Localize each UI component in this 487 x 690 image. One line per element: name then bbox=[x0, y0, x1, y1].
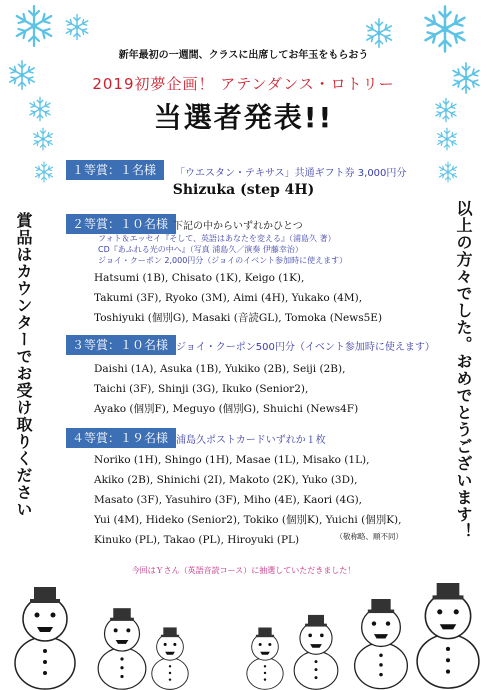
snowflake-icon bbox=[362, 16, 396, 50]
list-item: CD『あふれる光の中へ』（写真 浦島久／演奏 伊藤幸治） bbox=[98, 245, 303, 254]
snowman-icon bbox=[414, 578, 482, 690]
list-item: ジョイ・クーポン 2,000円分（ジョイのイベント参加時に使えます） bbox=[98, 256, 348, 265]
list-item: Hatsumi (1B), Chisato (1K), Keigo (1K), bbox=[94, 272, 305, 284]
prize1-description: 「ウエスタン・テキサス」共通ギフト券 3,000円分 bbox=[175, 168, 407, 179]
list-item: Akiko (2B), Shinichi (2I), Makoto (2K), Yuko (3D), bbox=[94, 474, 358, 486]
right-side-note: 以上の方々でした。おめでとうございます！ bbox=[454, 200, 473, 540]
subtitle: 新年最初の一週間、クラスに出席してお年玉をもらおう bbox=[118, 50, 369, 61]
list-item: Yui (4M), Hideko (Senior2), Tokiko (個別K), Yuichi (個別K), bbox=[94, 514, 402, 526]
list-item: Noriko (1H), Shingo (1H), Masae (1L), Misako (1L), bbox=[94, 454, 370, 466]
list-item: Taichi (3F), Shinji (3G), Ikuko (Senior2), bbox=[94, 383, 309, 395]
prize2-description: 下記の中からいずれかひとつ bbox=[173, 221, 303, 232]
prize1-badge: １等賞：１名様 bbox=[66, 160, 164, 180]
prize3-badge: ３等賞：１０名様 bbox=[66, 335, 176, 355]
list-item: Kinuko (PL), Takao (PL), Hiroyuki (PL) bbox=[94, 534, 300, 546]
prize2-winners bbox=[94, 268, 382, 328]
prize2-options bbox=[98, 233, 347, 266]
prize4-description: 浦島久ポストカードいずれか１枚 bbox=[176, 435, 326, 446]
snowflake-icon bbox=[10, 2, 58, 50]
snowflake-icon bbox=[436, 160, 460, 184]
snowman-icon bbox=[290, 612, 342, 690]
snowman-icon bbox=[148, 625, 192, 690]
snowman-icon bbox=[352, 595, 410, 690]
list-item: フォト＆エッセイ『そして、英語はあなたを変える』（浦島久 著） bbox=[98, 234, 336, 243]
honorific-note: （敬称略、順不同） bbox=[335, 532, 403, 541]
left-side-note: 賞品はカウンターでお受け取りください bbox=[14, 212, 33, 518]
list-item: Toshiyuki (個別G), Masaki (音読GL), Tomoka (News5E) bbox=[94, 312, 383, 324]
credit-note: 今回はＹさん（英語音読コース）に抽選していただきました！ bbox=[131, 566, 356, 575]
list-item: Ayako (個別F), Meguyo (個別G), Shuichi (News4F) bbox=[94, 403, 359, 415]
list-item: Takumi (3F), Ryoko (3M), Aimi (4H), Yukako (4M), bbox=[94, 292, 363, 304]
snowflake-icon bbox=[32, 160, 56, 184]
snowman-icon bbox=[245, 625, 285, 690]
prize4-badge: ４等賞：１９名様 bbox=[66, 428, 176, 448]
event-title: 2019初夢企画！ アテンダンス・ロトリー bbox=[92, 75, 395, 93]
snowman-icon bbox=[94, 605, 150, 690]
list-item: Masato (3F), Yasuhiro (3F), Miho (4E), Kaori (4G), bbox=[94, 494, 363, 506]
prize1-winner: Shizuka (step 4H) bbox=[172, 182, 315, 198]
page-title: 当選者発表!! bbox=[153, 101, 334, 134]
prize3-description: ジョイ・クーポン500円分（イベント参加時に使えます） bbox=[176, 342, 435, 353]
prize2-badge: ２等賞：１０名様 bbox=[66, 214, 176, 234]
snowman-icon bbox=[12, 583, 78, 690]
prize3-winners bbox=[94, 359, 358, 419]
list-item: Daishi (1A), Asuka (1B), Yukiko (2B), Seiji (2B), bbox=[94, 363, 346, 375]
snowflake-icon bbox=[62, 12, 92, 42]
